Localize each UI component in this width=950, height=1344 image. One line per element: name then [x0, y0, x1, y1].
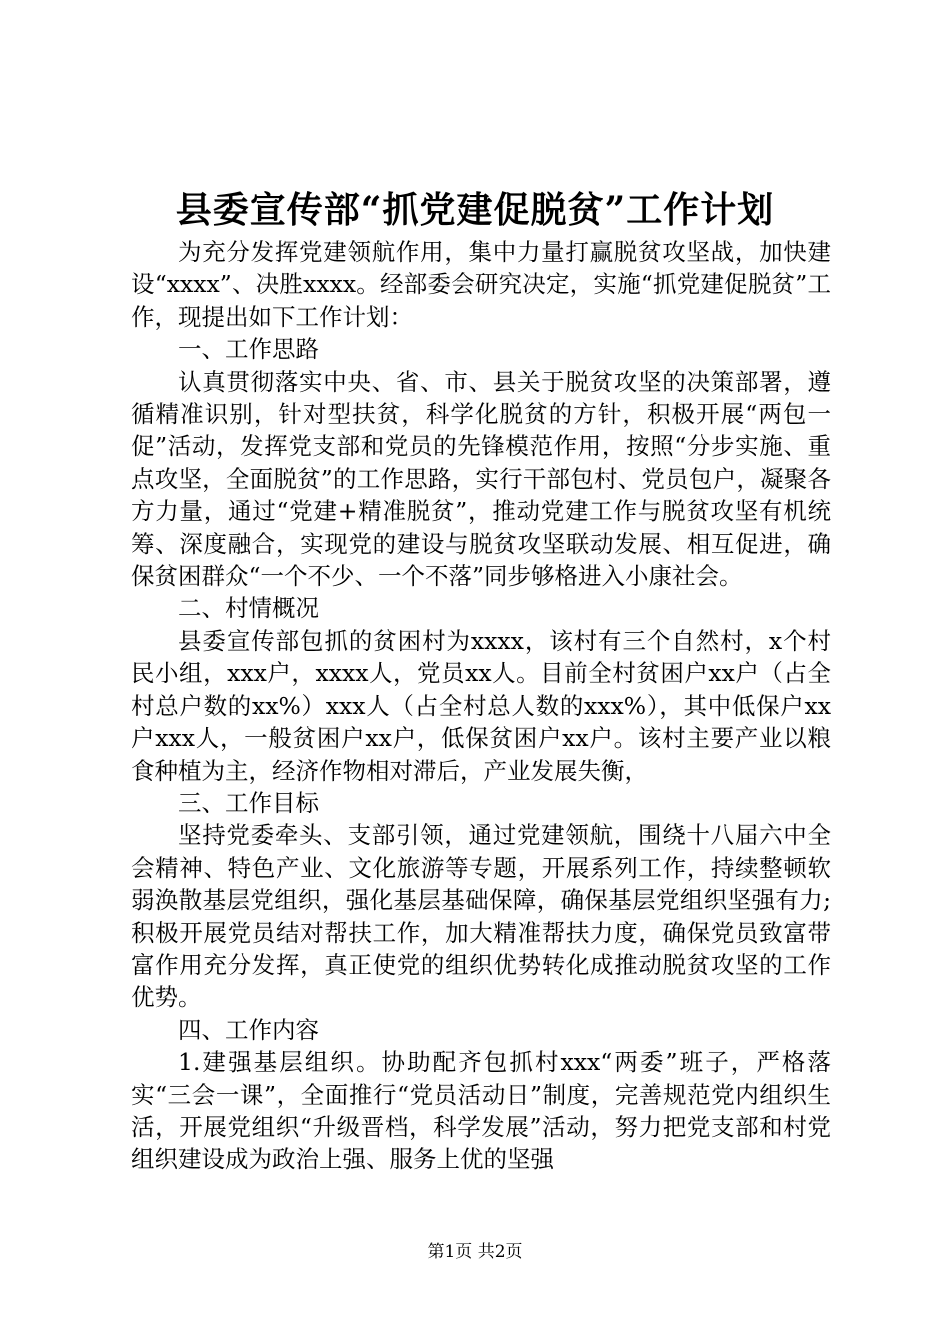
section-paragraph-1: 认真贯彻落实中央、省、市、县关于脱贫攻坚的决策部署，遵循精准识别，针对型扶贫，科学化脱贫的方针，积极开展“两包一促”活动，发挥党支部和党员的先锋模范作用，按照“分步实施、重点攻坚，全面脱贫”的工作思路，实行干部包村、党员包户，凝聚各方力量，通过“党建+精准脱贫”，推动党建工作与脱贫攻坚有机统筹、深度融合，实现党的建设与脱贫攻坚联动发展、相互促进，确保贫困群众“一个不少、一个不落”同步够格进入小康社会。 [131, 367, 831, 591]
page-footer: 第1页 共2页 [427, 1242, 523, 1262]
intro-paragraph: 为充分发挥党建领航作用，集中力量打赢脱贫攻坚战，加快建设“xxxx”、决胜xxxx。经部委会研究决定，实施“抓党建促脱贫”工作，现提出如下工作计划： [131, 238, 831, 331]
section-paragraph-2: 县委宣传部包抓的贫困村为xxxx，该村有三个自然村，x个村民小组，xxx户，xxxx人，党员xx人。目前全村贫困户xx户（占全村总户数的xx%）xxx人（占全村总人数的xxx%），其中低保户xx户xxx人，一般贫困户xx户，低保贫困户xx户。该村主要产业以粮食种植为主，经济作物相对滞后，产业发展失衡， [131, 626, 831, 785]
section-heading-3: 三、工作目标 [178, 788, 319, 817]
section-paragraph-4: 1.建强基层组织。协助配齐包抓村xxx“两委”班子，严格落实“三会一课”，全面推行“党员活动日”制度，完善规范党内组织生活，开展党组织“升级晋档，科学发展”活动，努力把党支部和村党组织建设成为政治上强、服务上优的坚强 [131, 1048, 831, 1174]
section-paragraph-3: 坚持党委牵头、支部引领，通过党建领航，围绕十八届六中全会精神、特色产业、文化旅游等专题，开展系列工作，持续整顿软弱涣散基层党组织，强化基层基础保障，确保基层党组织坚强有力;积极开展党员结对帮扶工作，加大精准帮扶力度，确保党员致富带富作用充分发挥，真正使党的组织优势转化成推动脱贫攻坚的工作优势。 [131, 821, 831, 1012]
section-heading-1: 一、工作思路 [178, 335, 319, 364]
section-heading-4: 四、工作内容 [178, 1015, 319, 1044]
document-title: 县委宣传部“抓党建促脱贫”工作计划 [175, 189, 775, 231]
document-body [131, 236, 831, 1176]
section-heading-2: 二、村情概况 [178, 594, 319, 623]
